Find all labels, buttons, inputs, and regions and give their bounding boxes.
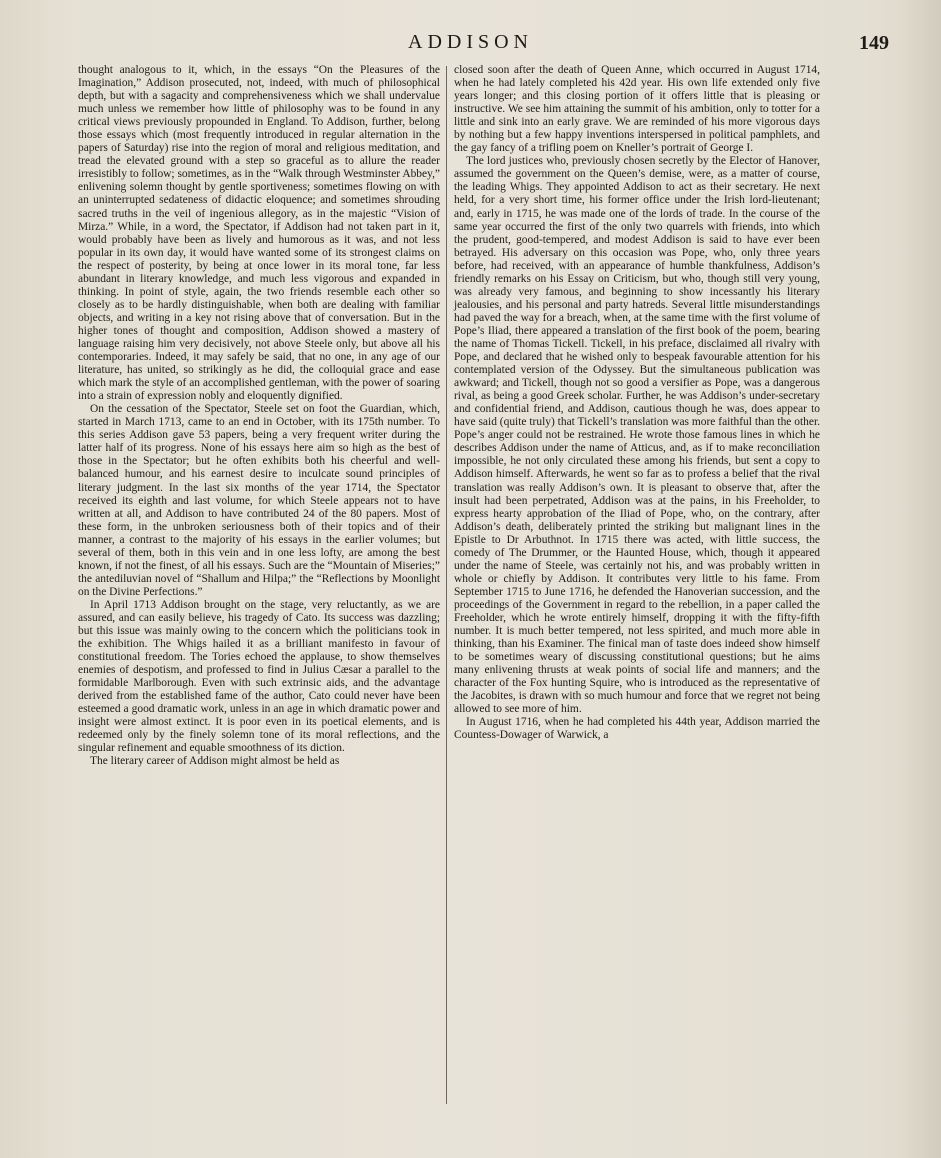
page-title: ADDISON	[408, 31, 533, 53]
column-divider	[446, 66, 447, 1104]
left-paragraph-1: thought analogous to it, which, in the essays “On the Pleasures of the Imagination,” Addison prosecuted, not, indeed, with much of philosophical depth, but with a sagacity and comprehensiveness which we shall undervalue much unless we remember how little of philosophy was to be found in any critical views previously propounded in England. To Addison, further, belong those essays which (most frequently introduced in regular alternation in the papers of Saturday) rise into the region of moral and religious meditation, and tread the elevated ground with a step so graceful as to allure the reader irresistibly to follow; sometimes, as in the “Walk through Westminster Abbey,” enlivening solemn thought by gentle sportiveness; sometimes flowing on with an uninterrupted sedateness of didactic eloquence; and sometimes shrouding sacred truths in the veil of ingenious allegory, as in the majestic “Vision of Mirza.” While, in a word, the Spectator, if Addison had not taken part in it, would probably have been as lively and humorous as it was, and not less popular in its own day, it would have wanted some of its strongest claims on the respect of posterity, by being at once lower in its moral tone, far less abundant in literary knowledge, and much less vigorous and expanded in thinking. In point of style, again, the two friends resemble each other so closely as to be hardly distinguishable, when both are dealing with familiar objects, and writing in a key not rising above that of conversation. But in the higher tones of thought and composition, Addison showed a mastery of language raising him very decisively, not above Steele only, but above all his contemporaries. Indeed, it may safely be said, that no one, in any age of our literature, has united, so strikingly as he did, the colloquial grace and ease which mark the style of an accomplished gentleman, with the power of soaring into a strain of expression nobly and eloquently dignified.	[78, 64, 440, 403]
left-paragraph-2: On the cessation of the Spectator, Steele set on foot the Guardian, which, started in March 1713, came to an end in October, with its 175th number. To this series Addison gave 53 papers, being a very frequent writer during the latter half of its progress. None of his essays here aim so high as the best of those in the Spectator; but he often exhibits both his cheerful and well-balanced humour, and his earnest desire to inculcate sound principles of literary judgment. In the last six months of the year 1714, the Spectator received its eighth and last volume, for which Steele appears not to have written at all, and Addison to have contributed 24 of the 80 papers. Most of these form, in the unbroken seriousness both of their topics and of their manner, a contrast to the majority of his essays in the earlier volumes; but several of them, both in this vein and in one less lofty, are among the best known, if not the finest, of all his essays. Such are the “Mountain of Miseries;” the antediluvian novel of “Shallum and Hilpa;” the “Reflections by Moonlight on the Divine Perfections.”	[78, 403, 440, 598]
left-paragraph-3: In April 1713 Addison brought on the stage, very reluctantly, as we are assured, and can easily believe, his tragedy of Cato. Its success was dazzling; but this issue was mainly owing to the concern which the politicians took in the exhibition. The Whigs hailed it as a brilliant manifesto in favour of constitutional freedom. The Tories echoed the applause, to show themselves enemies of despotism, and professed to find in Julius Cæsar a parallel to the formidable Marlborough. Even with such extrinsic aids, and the advantage derived from the established fame of the author, Cato could never have been esteemed a good dramatic work, unless in an age in which dramatic power and insight were almost extinct. It is poor even in its poetical elements, and is redeemed only by the finely solemn tone of its moral reflections, and the singular refinement and equable smoothness of its diction.	[78, 598, 440, 755]
right-paragraph-1: closed soon after the death of Queen Anne, which occurred in August 1714, when he had lately completed his 42d year. His own life extended only five years longer; and this closing portion of it offers little that is pleasing or instructive. We see him attaining the summit of his ambition, only to totter for a little and sink into an early grave. We are reminded of his more vigorous days by nothing but a few happy inventions interspersed in political pamphlets, and the gay fancy of a trifling poem on Kneller’s portrait of George I.	[454, 64, 820, 155]
running-head	[0, 31, 941, 59]
page-number: 149	[859, 32, 889, 54]
page-edge-shadow	[901, 0, 941, 1158]
left-column	[78, 64, 440, 1104]
left-paragraph-4: The literary career of Addison might almost be held as	[90, 755, 340, 768]
right-paragraph-2: The lord justices who, previously chosen secretly by the Elector of Hanover, assumed the government on the Queen’s demise, were, as a matter of course, the leading Whigs. They appointed Addison to act as their secretary. He next held, for a very short time, his former office under the Irish lord-lieutenant; and, early in 1715, he was made one of the lords of trade. In the course of the same year occurred the first of the only two quarrels with friends, into which the prudent, good-tempered, and modest Addison is said to have ever been betrayed. His adversary on this occasion was Pope, who, only three years before, had received, with an appearance of humble thankfulness, Addison’s friendly remarks on his Essay on Criticism, but who, though still very young, was already very famous, and beginning to show incessantly his literary jealousies, and his personal and party hatreds. Several little misunderstandings had paved the way for a breach, when, at the same time with the first volume of Pope’s Iliad, there appeared a translation of the first book of the poem, bearing the name of Thomas Tickell. Tickell, in his preface, disclaimed all rivalry with Pope, and declared that he wished only to bespeak favourable attention for his contemplated version of the Odyssey. But the simultaneous publication was awkward; and Tickell, though not so good a versifier as Pope, was a dangerous rival, as being a good Greek scholar. Further, he was Addison’s under-secretary and confidential friend, and Addison, cautious though he was, does appear to have said (quite truly) that Tickell’s translation was more faithful than the other. Pope’s anger could not be restrained. He wrote those famous lines in which he describes Addison under the name of Atticus, and, as if to make reconciliation impossible, he not only circulated these among his friends, but sent a copy to Addison himself. Afterwards, he went so far as to profess a belief that the rival translation was really Addison’s own. It is pleasant to observe that, after the insult had been perpetrated, Addison was at the pains, in his Freeholder, to express hearty approbation of the Iliad of Pope, who, on the contrary, after Addison’s death, deliberately printed the striking but malignant lines in the Epistle to Dr Arbuthnot. In 1715 there was acted, with little success, the comedy of The Drummer, or the Haunted House, which, though it appeared under the name of Steele, was certainly not his, and was probably written in whole or chiefly by Addison. It contributes very little to his fame. From September 1715 to June 1716, he defended the Hanoverian succession, and the proceedings of the Government in regard to the rebellion, in a paper called the Freeholder, which he wrote entirely himself, dropping it with the fifty-fifth number. It is much better tempered, not less spirited, and much more able in thinking, than his Examiner. The finical man of taste does indeed show himself to be sometimes weary of discussing constitutional questions; but he aims many enlivening thrusts at weak points of social life and manners; and the character of the Fox hunting Squire, who is introduced as the representative of the Jacobites, is drawn with so much humour and force that we regret not being allowed to see more of him.	[454, 155, 820, 716]
right-column	[454, 64, 820, 1104]
right-paragraph-3: In August 1716, when he had completed his 44th year, Addison married the Countess-Dowager of Warwick, a	[454, 716, 820, 742]
